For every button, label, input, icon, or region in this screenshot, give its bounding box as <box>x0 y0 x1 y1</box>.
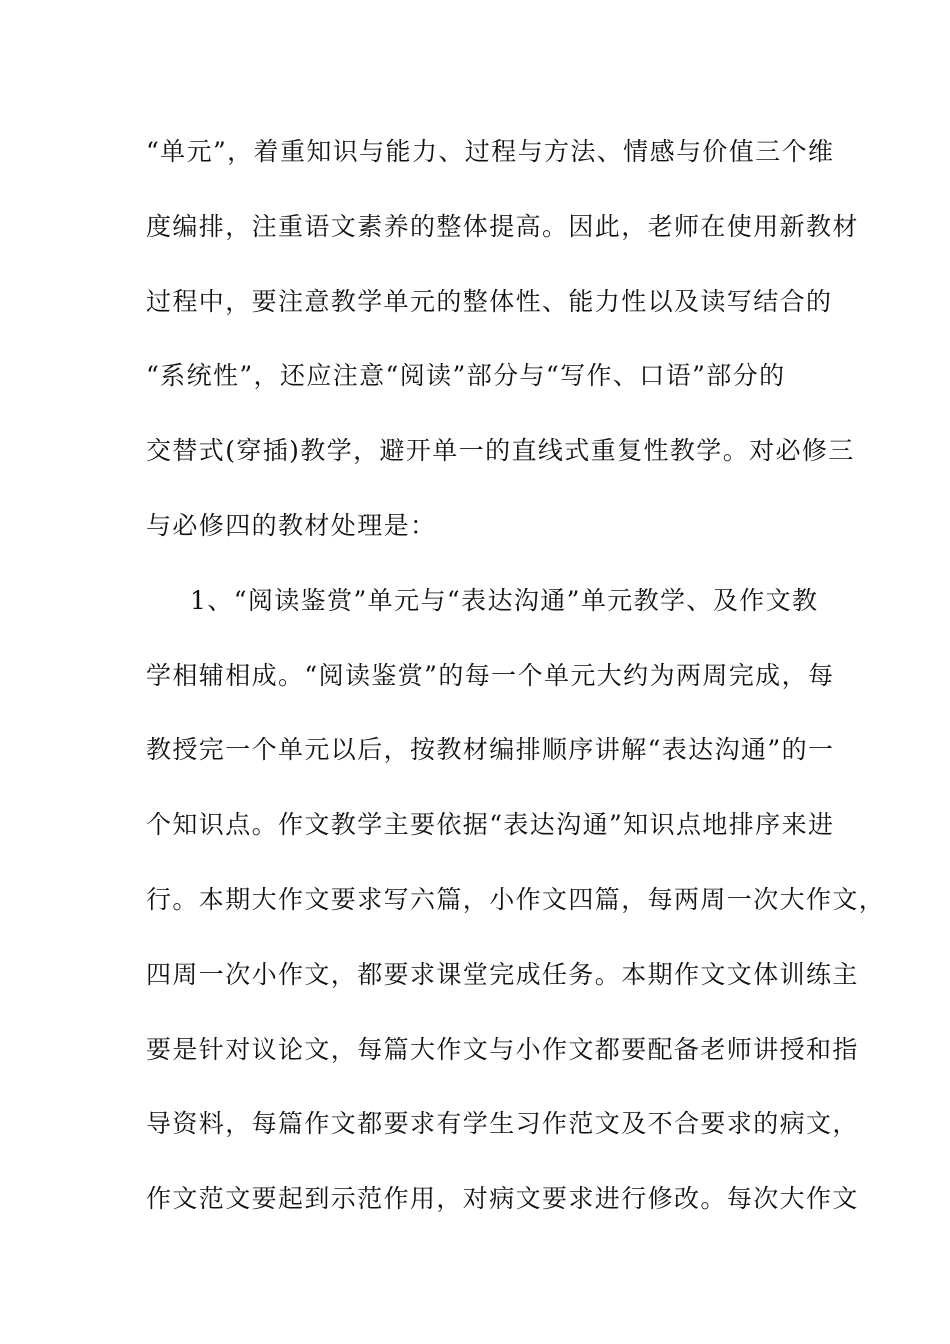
text-line: 作文范文要起到示范作用，对病文要求进行修改。每次大作文 <box>146 1184 859 1214</box>
text-line: 四周一次小作文，都要求课堂完成任务。本期作文文体训练主 <box>146 959 859 989</box>
text-line: 与必修四的教材处理是： <box>146 510 437 540</box>
text-line: “系统性”，还应注意“阅读”部分与“写作、口语”部分的 <box>146 361 786 391</box>
text-line: 学相辅相成。“阅读鉴赏”的每一个单元大约为两周完成，每 <box>146 660 835 690</box>
text-line: 交替式(穿插)教学，避开单一的直线式重复性教学。对必修三 <box>146 436 855 466</box>
text-line: 过程中，要注意教学单元的整体性、能力性以及读写结合的 <box>146 286 833 316</box>
text-line: 行。本期大作文要求写六篇，小作文四篇，每两周一次大作文， <box>146 884 886 914</box>
text-line: 1、“阅读鉴赏”单元与“表达沟通”单元教学、及作文教 <box>190 585 819 615</box>
text-line: “单元”，着重知识与能力、过程与方法、情感与价值三个维 <box>146 137 835 166</box>
text-line: 个知识点。作文教学主要依据“表达沟通”知识点地排序来进 <box>146 810 835 840</box>
text-line: 导资料，每篇作文都要求有学生习作范文及不合要求的病文， <box>146 1109 859 1139</box>
document-body <box>146 130 886 1252</box>
text-line: 要是针对议论文，每篇大作文与小作文都要配备老师讲授和指 <box>146 1034 859 1064</box>
text-line: 度编排，注重语文素养的整体提高。因此，老师在使用新教材 <box>146 211 859 241</box>
text-line: 教授完一个单元以后，按教材编排顺序讲解“表达沟通”的一 <box>146 735 835 765</box>
